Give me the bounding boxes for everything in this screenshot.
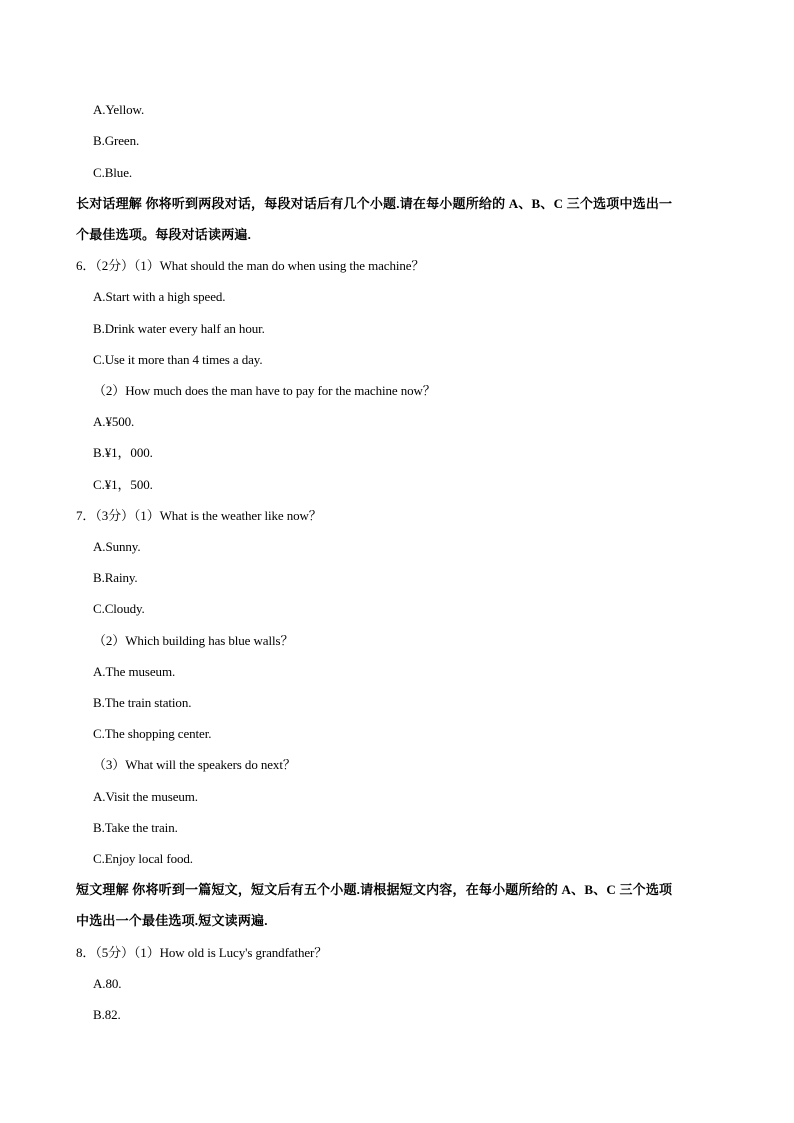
q6-1-option-b: B.Drink water every half an hour. [93, 321, 265, 336]
short-passage-instruction-line1: 短文理解 你将听到一篇短文，短文后有五个小题.请根据短文内容，在每小题所给的 A、B、C 三个选项 [76, 882, 673, 897]
long-dialogue-instruction-line1: 长对话理解 你将听到两段对话，每段对话后有几个小题.请在每小题所给的 A、B、C 三个选项中选出一 [76, 196, 673, 211]
q6-1-option-a: A.Start with a high speed. [93, 289, 226, 304]
q7-2-option-a: A.The museum. [93, 664, 176, 679]
q6-2-option-b: B.¥1，000. [93, 445, 153, 460]
q7-3-option-a: A.Visit the museum. [93, 789, 198, 804]
q6-2-option-c: C.¥1，500. [93, 477, 153, 492]
q7-1-option-b: B.Rainy. [93, 570, 138, 585]
option-a-yellow: A.Yellow. [93, 102, 145, 117]
q7-3-option-c: C.Enjoy local food. [93, 851, 193, 866]
question-8-stem: 8．（5分）（1）How old is Lucy's grandfather？ [76, 945, 328, 960]
q7-2-option-c: C.The shopping center. [93, 726, 212, 741]
question-7-3-stem: （3）What will the speakers do next？ [93, 757, 296, 772]
q6-2-option-a: A.¥500. [93, 414, 135, 429]
short-passage-instruction-line2: 中选出一个最佳选项.短文读两遍. [76, 913, 268, 928]
option-c-blue: C.Blue. [93, 165, 133, 180]
option-b-green: B.Green. [93, 133, 140, 148]
question-6-2-stem: （2）How much does the man have to pay for the machine now？ [93, 383, 436, 398]
q7-2-option-b: B.The train station. [93, 695, 192, 710]
question-6-stem: 6．（2分）（1）What should the man do when using the machine？ [76, 258, 425, 273]
q7-1-option-a: A.Sunny. [93, 539, 141, 554]
long-dialogue-instruction-line2: 个最佳选项。每段对话读两遍. [76, 227, 252, 242]
question-7-2-stem: （2）Which building has blue walls？ [93, 633, 294, 648]
question-7-stem: 7．（3分）（1）What is the weather like now？ [76, 508, 322, 523]
q6-1-option-c: C.Use it more than 4 times a day. [93, 352, 263, 367]
q7-3-option-b: B.Take the train. [93, 820, 178, 835]
q7-1-option-c: C.Cloudy. [93, 601, 145, 616]
q8-1-option-a: A.80. [93, 976, 122, 991]
q8-1-option-b: B.82. [93, 1007, 121, 1022]
